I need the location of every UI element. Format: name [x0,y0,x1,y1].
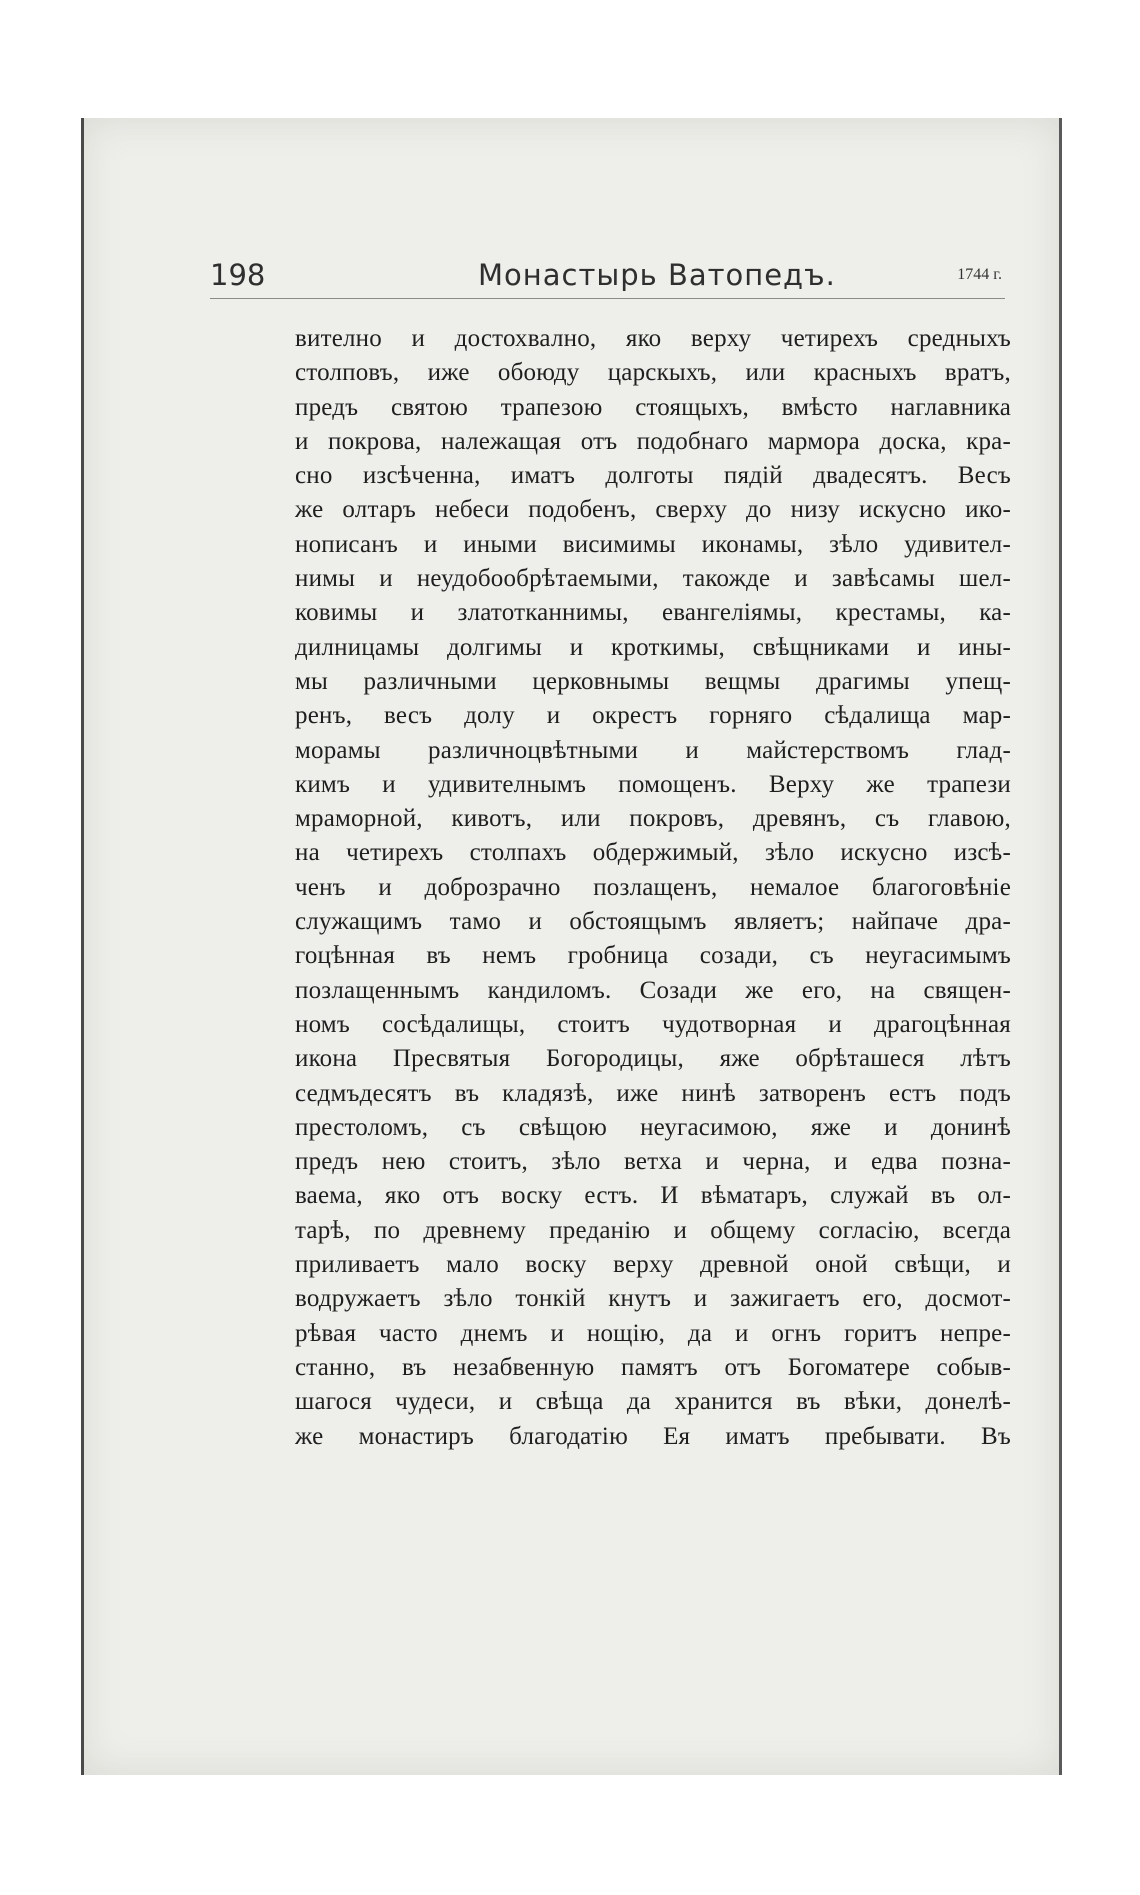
text-line: столповъ, иже обоюду царскыхъ, или красныхъ вратъ, [295,359,1011,387]
text-line: мы различными церковнымы вещмы драгимы упещ- [295,667,1011,695]
text-line: и покрова, належащая отъ подобнаго мармора доска, кра- [295,427,1011,455]
page-number: 198 [210,258,266,292]
text-line: предъ святою трапезою стоящыхъ, вмѣсто наглавника [295,393,1011,421]
text-line: же олтаръ небеси подобенъ, сверху до низу искусно ико- [295,496,1011,524]
text-line: ваема, яко отъ воску естъ. И вѣматаръ, служай въ ол- [295,1182,1011,1210]
page-edge-left [81,118,84,1775]
text-line: шагося чудеси, и свѣща да хранится въ вѣки, донелѣ- [295,1388,1011,1416]
text-line: ченъ и доброзрачно позлащенъ, немалое благоговѣніе [295,873,1011,901]
text-line: престоломъ, съ свѣщою неугасимою, яже и донинѣ [295,1113,1011,1141]
running-title: Монастырь Ватопедъ. [478,258,836,292]
text-line: сно изсѣченна, иматъ долготы пядій двадесятъ. Весъ [295,462,1011,490]
text-line: морамы различноцвѣтными и майстерствомъ глад- [295,736,1011,764]
text-line: кимъ и удивителнымъ помощенъ. Верху же трапези [295,770,1011,798]
text-line: гоцѣнная въ немъ гробница созади, съ неугасимымъ [295,942,1011,970]
text-line: вително и достохвално, яко верху четирехъ средныхъ [295,325,1011,352]
text-line: позлащеннымъ кандиломъ. Созади же его, на священ- [295,976,1011,1004]
text-line: ковимы и златотканнимы, евангеліямы, крестамы, ка- [295,599,1011,627]
header-rule [210,298,1005,299]
text-line: дилницамы долгимы и кроткимы, свѣщниками и ины- [295,633,1011,661]
text-line: седмъдесятъ въ кладязѣ, иже нинѣ затворенъ естъ подъ [295,1079,1011,1107]
running-head [210,258,1010,298]
page-edge-right [1059,118,1062,1775]
text-line: станно, въ незабвенную памятъ отъ Богоматере собыв- [295,1353,1011,1381]
text-line: приливаетъ мало воску верху древной оной свѣщи, и [295,1251,1011,1279]
text-line: рѣвая часто днемъ и нощію, да и огнъ горитъ непре- [295,1319,1011,1347]
text-line: же монастиръ благодатію Ея иматъ пребывати. Въ [295,1422,1011,1450]
text-line: нописанъ и иными висимимы иконамы, зѣло удивител- [295,530,1011,558]
text-line: нимы и неудобообрѣтаемыми, такожде и завѣсамы шел- [295,565,1011,593]
text-line: предъ нею стоитъ, зѣло ветха и черна, и едва позна- [295,1148,1011,1176]
text-line: мраморной, кивотъ, или покровъ, древянъ, съ главою, [295,805,1011,833]
text-line: на четирехъ столпахъ обдержимый, зѣло искусно изсѣ- [295,839,1011,867]
text-line: номъ сосѣдалищы, стоитъ чудотворная и драгоцѣнная [295,1010,1011,1038]
text-line: ренъ, весъ долу и окрестъ горняго сѣдалища мар- [295,702,1011,730]
text-line: служащимъ тамо и обстоящымъ являетъ; найпаче дра- [295,908,1011,936]
text-line: икона Пресвятыя Богородицы, яже обрѣташеся лѣтъ [295,1045,1011,1073]
text-line: водружаетъ зѣло тонкій кнутъ и зажигаетъ его, досмот- [295,1285,1011,1313]
text-line: тарѣ, по древнему преданію и общему согласію, всегда [295,1216,1011,1244]
body-text [295,322,1011,1454]
year-label: 1744 г. [957,266,1002,283]
